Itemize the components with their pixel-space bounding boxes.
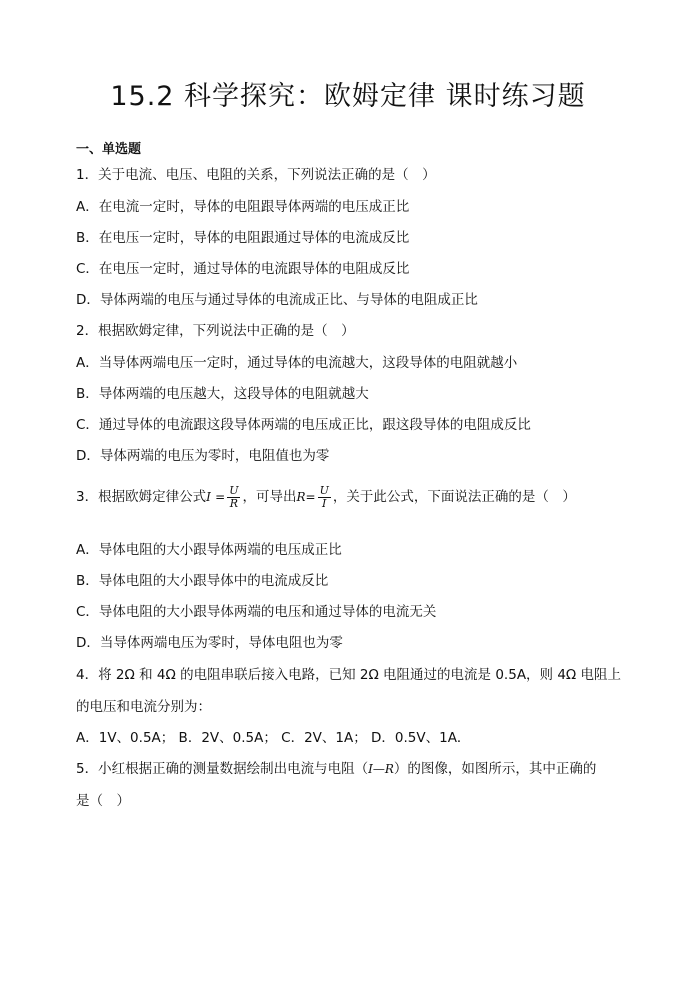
question-1-option-d: D．导体两端的电压与通过导体的电流成正比、与导体的电阻成正比 xyxy=(76,292,478,308)
formula-2-numerator: U xyxy=(319,483,329,497)
formula-1-fraction xyxy=(227,485,240,510)
question-1-stem: 1．关于电流、电压、电阻的关系，下列说法正确的是（ ） xyxy=(76,167,436,183)
question-5-variable: I—R xyxy=(368,762,394,776)
question-2-stem: 2．根据欧姆定律，下列说法中正确的是（ ） xyxy=(76,323,355,339)
question-3-option-c: C．导体电阻的大小跟导体两端的电压和通过导体的电流无关 xyxy=(76,604,437,620)
question-3-stem-middle: ，可导出 xyxy=(242,489,297,505)
section-heading: 一、单选题 xyxy=(76,142,142,157)
question-3-option-b: B．导体电阻的大小跟导体中的电流成反比 xyxy=(76,573,329,589)
question-3-stem-end: ，关于此公式，下面说法正确的是（ ） xyxy=(332,489,576,505)
question-2-option-b: B．导体两端的电压越大，这段导体的电阻就越大 xyxy=(76,386,369,402)
formula-1-denominator: R xyxy=(229,496,238,510)
formula-1-numerator: U xyxy=(229,483,239,497)
question-4-stem-line-1: 4．将 2Ω 和 4Ω 的电阻串联后接入电路，已知 2Ω 电阻通过的电流是 0.5A，则 4Ω 电阻上 xyxy=(76,667,622,683)
question-4-stem-line-2: 的电压和电流分别为： xyxy=(76,699,211,715)
formula-2-fraction xyxy=(318,485,331,510)
question-1-option-a: A．在电流一定时，导体的电阻跟导体两端的电压成正比 xyxy=(76,199,410,215)
question-2-option-c: C．通过导体的电流跟这段导体两端的电压成正比，跟这段导体的电阻成反比 xyxy=(76,417,531,433)
formula-2-equals: = xyxy=(305,490,316,504)
page-title: 15.2 科学探究：欧姆定律 课时练习题 xyxy=(110,81,586,112)
question-4-options: A．1V、0.5A； B．2V、0.5A； C．2V、1A； D．0.5V、1A． xyxy=(76,730,471,746)
formula-2-lhs: R xyxy=(296,490,306,504)
question-3-option-d: D．当导体两端电压为零时，导体电阻也为零 xyxy=(76,635,343,651)
question-3-stem xyxy=(76,482,576,512)
question-3-stem-start: 3．根据欧姆定律公式 xyxy=(76,489,207,505)
question-2-option-d: D．导体两端的电压为零时，电阻值也为零 xyxy=(76,448,330,464)
question-3-option-a: A．导体电阻的大小跟导体两端的电压成正比 xyxy=(76,542,342,558)
formula-1-lhs: I xyxy=(206,490,211,504)
question-5-stem-end: ）的图像，如图所示，其中正确的 xyxy=(393,761,597,777)
question-2-option-a: A．当导体两端电压一定时，通过导体的电流越大，这段导体的电阻就越小 xyxy=(76,355,518,371)
formula-2-denominator: I xyxy=(322,496,327,510)
question-5-stem-line-1 xyxy=(76,759,596,779)
question-5-stem-line-2: 是（ ） xyxy=(76,793,130,809)
question-1-option-b: B．在电压一定时，导体的电阻跟通过导体的电流成反比 xyxy=(76,230,410,246)
question-1-option-c: C．在电压一定时，通过导体的电流跟导体的电阻成反比 xyxy=(76,261,410,277)
formula-1-equals: = xyxy=(215,490,226,504)
question-5-stem-start: 5．小红根据正确的测量数据绘制出电流与电阻（ xyxy=(76,761,369,777)
